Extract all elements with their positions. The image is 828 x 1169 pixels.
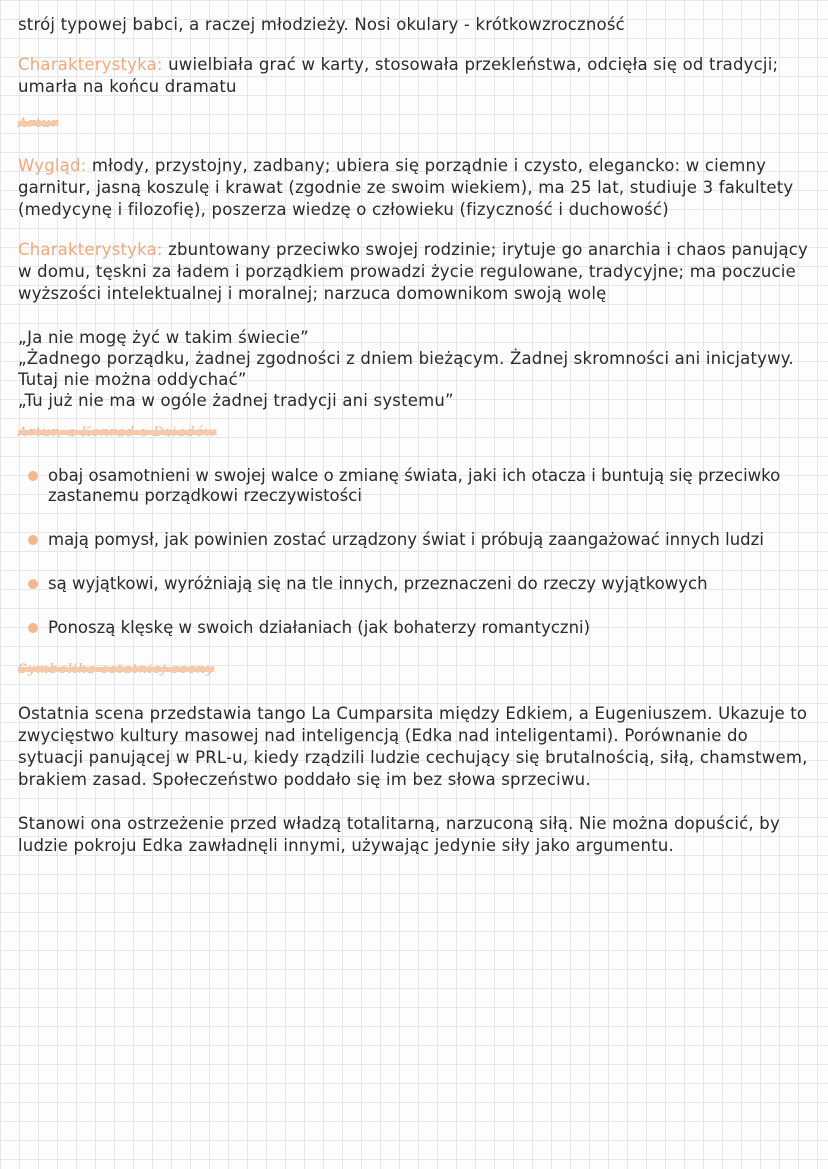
artur-char-label: Charakterystyka: [18,240,163,259]
quote-1: „Ja nie mogę żyć w takim świecie” [18,328,309,347]
artur-characteristics [18,239,818,305]
list-item [18,574,818,594]
artur-look-text: młody, przystojny, zadbany; ubiera się porządnie i czysto, elegancko: w ciemny garnitur, jasną koszulę i krawat (zgodnie ze swoim wiekiem), ma 25 lat, studiuje 3 fakultety (medycynę i filozofię), poszerza wiedzę o człowieku (fizyczność i duchowość) [18,156,794,219]
intro-line: strój typowej babci, a raczej młodzieży. Nosi okulary - krótkowzroczność [18,15,625,34]
artur-char-text: zbuntowany przeciwko swojej rodzinie; irytuje go anarchia i chaos panujący w domu, tęskni za ładem i porządkiem prowadzi życie regulowane, tradycyjne; ma poczucie wyższości intelektualnej i moralnej; narzuca domownikom swoją wolę [18,240,808,303]
list-item [18,618,818,638]
artur-quotes [18,327,818,411]
list-item [18,466,818,506]
list-item [18,530,818,550]
quote-3: „Tu już nie ma w ogóle żadnej tradycji ani systemu” [18,391,454,410]
bullet-icon [28,623,38,633]
artur-look-label: Wygląd: [18,156,87,175]
bullet-icon [28,535,38,545]
comparison-item-2: mają pomysł, jak powinien zostać urządzony świat i próbują zaangażować innych ludzi [48,530,764,549]
comparison-item-4: Ponoszą klęskę w swoich działaniach (jak bohaterzy romantyczni) [48,618,591,637]
symbolism-para-2: Stanowi ona ostrzeżenie przed władzą totalitarną, narzuconą siłą. Nie można dopuścić, by ludzie pokroju Edka zawładnęli innymi, używając jedynie siły jako argumentu. [18,814,780,855]
note-page [18,14,818,857]
eugenia-char-text: uwielbiała grać w karty, stosowała przekleństwa, odcięła się od tradycji; umarła na końcu dramatu [18,55,779,96]
eugenia-characteristics [18,54,818,98]
quote-2: „Żadnego porządku, żadnej zgodności z dniem bieżącym. Żadnej skromności ani inicjatywy. Tutaj nie można oddychać” [18,349,794,389]
comparison-list [18,466,818,638]
bullet-icon [28,579,38,589]
symbolism-heading: Symbolika ostatniej sceny [18,662,215,677]
symbolism-para-1: Ostatnia scena przedstawia tango La Cumparsita między Edkiem, a Eugeniuszem. Ukazuje to zwycięstwo kultury masowej nad inteligencją (Edka nad inteligentami). Porównanie do sytuacji panującej w PRL-u, kiedy rządzili ludzie cechujący się brutalnością, siłą, chamstwem, brakiem zasad. Społeczeństwo poddało się im bez słowa sprzeciwu. [18,704,808,789]
comparison-item-3: są wyjątkowi, wyróżniają się na tle innych, przeznaczeni do rzeczy wyjątkowych [48,574,708,593]
eugenia-char-label: Charakterystyka: [18,55,163,74]
comparison-item-1: obaj osamotnieni w swojej walce o zmianę świata, jaki ich otacza i buntują się przeciwko zastanemu porządkowi rzeczywistości [48,466,781,505]
comparison-heading: Artur, a Konrad z Dziadów [18,425,217,440]
bullet-icon [28,471,38,481]
artur-look [18,155,818,221]
artur-heading: Artur [18,116,59,131]
